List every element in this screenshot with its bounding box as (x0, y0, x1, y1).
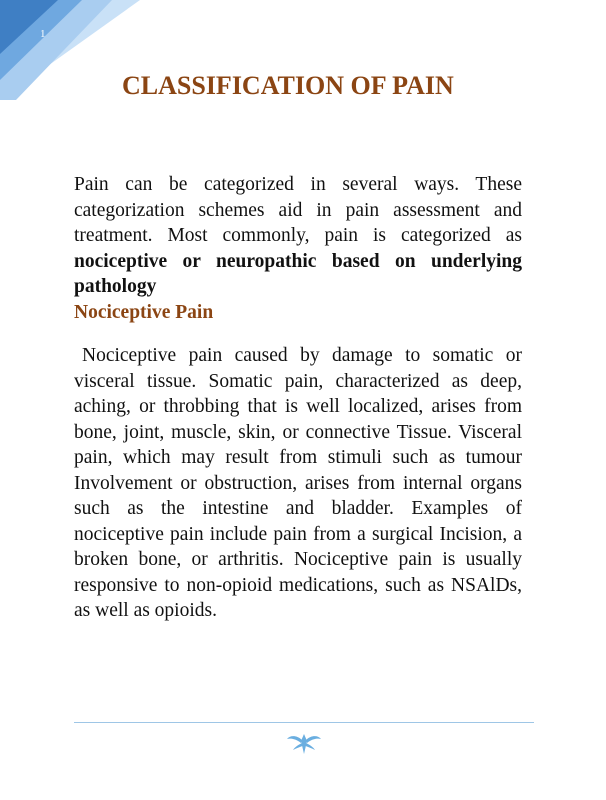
intro-paragraph (74, 172, 522, 300)
footer-rule (74, 722, 534, 723)
page-title: CLASSIFICATION OF PAIN (122, 71, 454, 100)
section-heading: Nociceptive Pain (74, 301, 214, 323)
corner-decoration (0, 0, 140, 100)
section-body: Nociceptive pain caused by damage to somatic or visceral tissue. Somatic pain, characterized as deep, aching, or throbbing that is well localized, arises from bone, joint, muscle, skin, or connective Tissue. Visceral pain, which may result from stimuli such as tumour Involvement or obstruction, arises from internal organs such as the intestine and bladder. Examples of nociceptive pain include pain from a surgical Incision, a broken bone, or arthritis. Nociceptive pain is usually responsive to non-opioid medications, such as NSAlDs, as well as opioids. (74, 345, 522, 621)
intro-bold-text: nociceptive or neuropathic based on underlying pathology (74, 250, 522, 297)
fleur-ornament-icon (286, 730, 322, 756)
intro-text: Pain can be categorized in several ways. These categorization schemes aid in pain assessment and treatment. Most commonly, pain is categorized as (74, 174, 522, 246)
page-number: 1 (40, 28, 46, 40)
document-body (74, 172, 522, 624)
